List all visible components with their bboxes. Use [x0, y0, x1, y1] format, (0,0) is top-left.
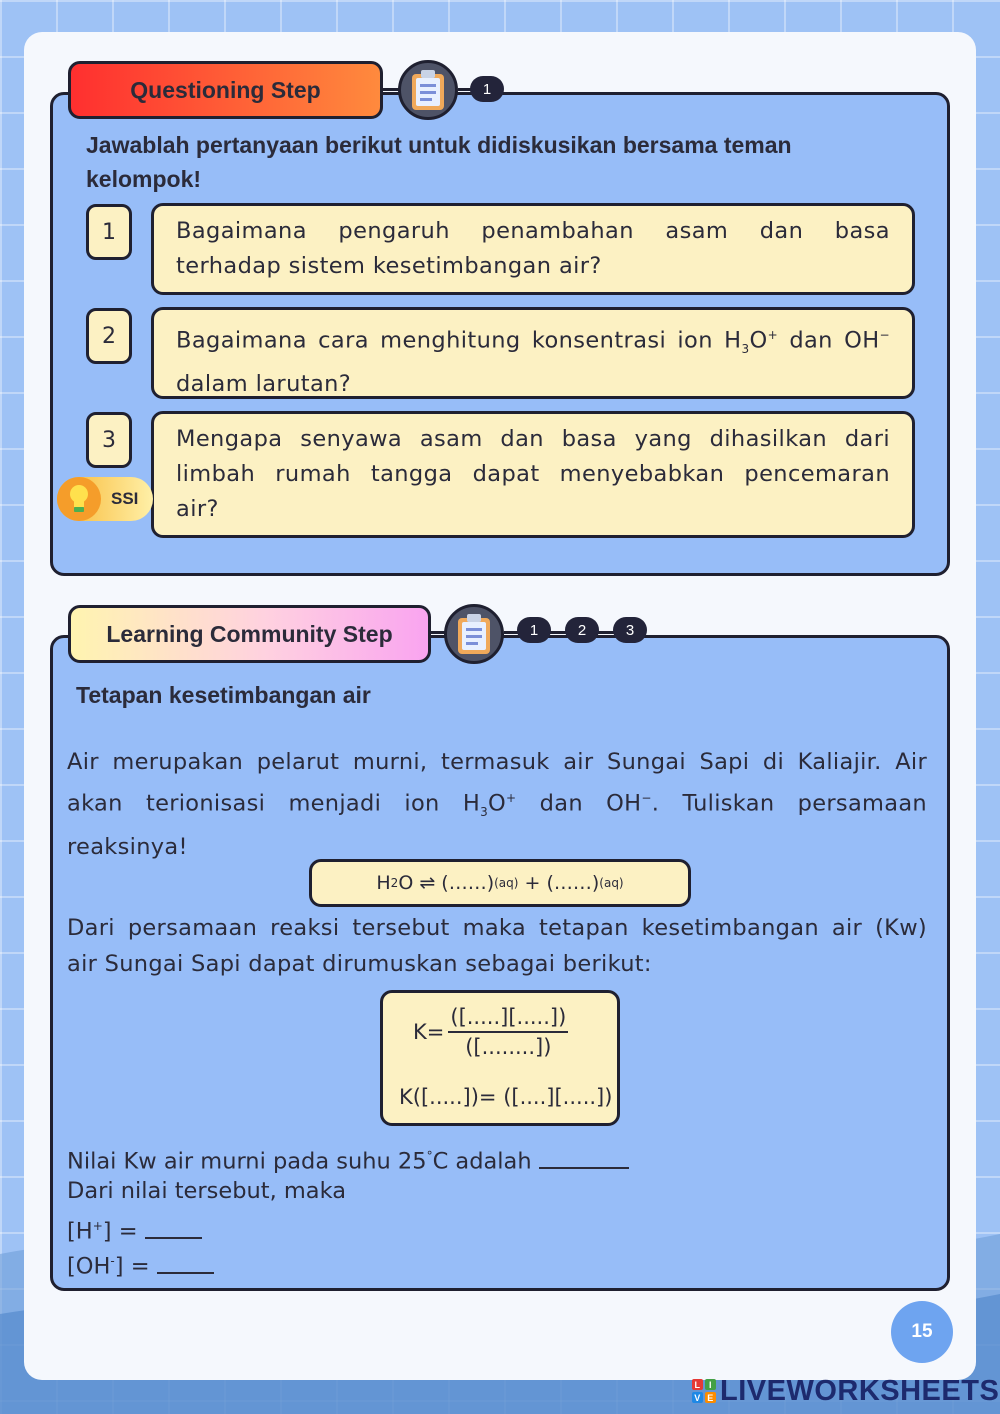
- section-subtitle: Tetapan kesetimbangan air: [76, 682, 371, 708]
- reaction-equation-box: [309, 859, 691, 907]
- question-2-text-c: dan OH: [778, 327, 880, 354]
- question-number-2: 2: [86, 308, 132, 364]
- brand-logo-mark: [692, 1379, 716, 1403]
- step-number-badge: 1: [470, 76, 504, 102]
- eq-subscript-2: 2: [390, 876, 399, 890]
- state-aq: (aq): [599, 876, 624, 890]
- superscript-minus: −: [641, 790, 652, 805]
- question-1-line-2: terhadap sistem kesetimbangan air?: [176, 253, 602, 279]
- para1-line-2: [67, 781, 927, 831]
- oh-minus-answer-blank[interactable]: [157, 1252, 214, 1274]
- question-2-text-a: Bagaimana cara menghitung konsentrasi ion H: [176, 327, 742, 354]
- question-2-line-1: [176, 318, 890, 367]
- para2-line-2: air Sungai Sapi dapat dirumuskan sebagai berikut:: [67, 950, 652, 977]
- learning-community-step-title: Learning Community Step: [68, 605, 431, 663]
- logo-letter: I: [705, 1379, 716, 1390]
- question-3-line-3: air?: [176, 496, 219, 522]
- state-aq: (aq): [494, 876, 519, 890]
- step-number-badge: 3: [613, 617, 647, 643]
- logo-letter: L: [692, 1379, 703, 1390]
- paragraph-kw: [67, 911, 927, 982]
- question-box-2: [151, 307, 915, 399]
- question-box-1: [151, 203, 915, 295]
- para2-line-1: Dari persamaan reaksi tersebut maka tetapan kesetimbangan air (Kw): [67, 915, 927, 941]
- question-2-line-2: dalam larutan?: [176, 371, 352, 397]
- kw-fraction: [413, 1005, 568, 1059]
- fraction-denominator[interactable]: ([........]): [465, 1035, 552, 1059]
- kw-rearranged-equation[interactable]: K([.....])= ([....][.....]): [399, 1085, 613, 1109]
- para1-line-1: Air merupakan pelarut murni, termasuk air Sungai Sapi di Kaliajir. Air: [67, 749, 927, 775]
- superscript-minus: -: [110, 1254, 115, 1268]
- step-number-badge: 1: [517, 617, 551, 643]
- question-number-3: 3: [86, 412, 132, 468]
- page-number: 15: [891, 1301, 953, 1363]
- logo-letter: V: [692, 1392, 703, 1403]
- para1-text-d: . Tuliskan persamaan: [651, 790, 927, 816]
- question-number-1: 1: [86, 204, 132, 260]
- instruction-line-2: kelompok!: [86, 166, 202, 192]
- kw-text-a: Nilai Kw air murni pada suhu 25: [67, 1148, 427, 1175]
- kw-text-b: C adalah: [432, 1148, 539, 1175]
- superscript-minus: −: [879, 328, 890, 342]
- question-3-line-2: limbah rumah tangga dapat menyebabkan pencemaran: [176, 461, 890, 487]
- liveworksheets-logo: [692, 1374, 999, 1408]
- instruction-line-1: Jawablah pertanyaan berikut untuk didiskusikan bersama teman: [86, 132, 792, 158]
- questioning-instruction: [86, 128, 906, 196]
- answer-blank-2[interactable]: (……): [546, 872, 600, 894]
- para1-text-a: akan terionisasi menjadi ion H: [67, 790, 481, 816]
- kw-formula-box: [380, 990, 620, 1126]
- para1-line-3: reaksinya!: [67, 834, 188, 860]
- h-plus-text-b: ] =: [102, 1218, 145, 1245]
- h-plus-answer-blank[interactable]: [145, 1217, 202, 1239]
- para1-text-c: dan OH: [516, 790, 642, 816]
- logo-letter: E: [705, 1392, 716, 1403]
- clipboard-icon: [444, 604, 504, 664]
- oh-minus-text-a: [OH: [67, 1253, 111, 1280]
- eq-o: O: [398, 872, 414, 894]
- brand-name: LIVEWORKSHEETS: [720, 1374, 1000, 1407]
- eq-h: H: [376, 872, 391, 894]
- k-equals: K=: [413, 1020, 445, 1044]
- question-3-line-1: Mengapa senyawa asam dan basa yang dihasilkan dari: [176, 426, 890, 452]
- ssi-badge: [57, 477, 153, 521]
- equilibrium-arrow: ⇌: [413, 872, 442, 894]
- oh-minus-text-b: ] =: [114, 1253, 157, 1280]
- superscript-plus: +: [506, 790, 517, 805]
- para1-text-b: O: [488, 790, 507, 816]
- questioning-step-title: Questioning Step: [68, 61, 383, 119]
- question-box-3: [151, 411, 915, 538]
- clipboard-icon: [398, 60, 458, 120]
- paragraph-ionization: [67, 745, 927, 866]
- fraction: [448, 1005, 568, 1059]
- h-plus-text-a: [H: [67, 1218, 93, 1245]
- step-number-badge: 2: [565, 617, 599, 643]
- question-2-text-b: O: [749, 327, 768, 354]
- plus-sign: +: [518, 872, 547, 894]
- answer-blank-1[interactable]: (……): [441, 872, 495, 894]
- kw-answer-blank[interactable]: [539, 1147, 629, 1169]
- oh-minus-line: [67, 1244, 214, 1285]
- then-text: Dari nilai tersebut, maka: [67, 1178, 346, 1204]
- lightbulb-icon: [57, 477, 101, 521]
- degree-sign: °: [426, 1149, 433, 1163]
- question-1-line-1: Bagaimana pengaruh penambahan asam dan basa: [176, 218, 890, 244]
- fraction-numerator[interactable]: ([.....][.....]): [448, 1005, 568, 1033]
- subscript-3: 3: [480, 804, 489, 819]
- subscript-3: 3: [741, 342, 750, 356]
- ssi-label: SSI: [111, 489, 139, 508]
- superscript-plus: +: [92, 1219, 103, 1233]
- superscript-plus: +: [767, 328, 779, 342]
